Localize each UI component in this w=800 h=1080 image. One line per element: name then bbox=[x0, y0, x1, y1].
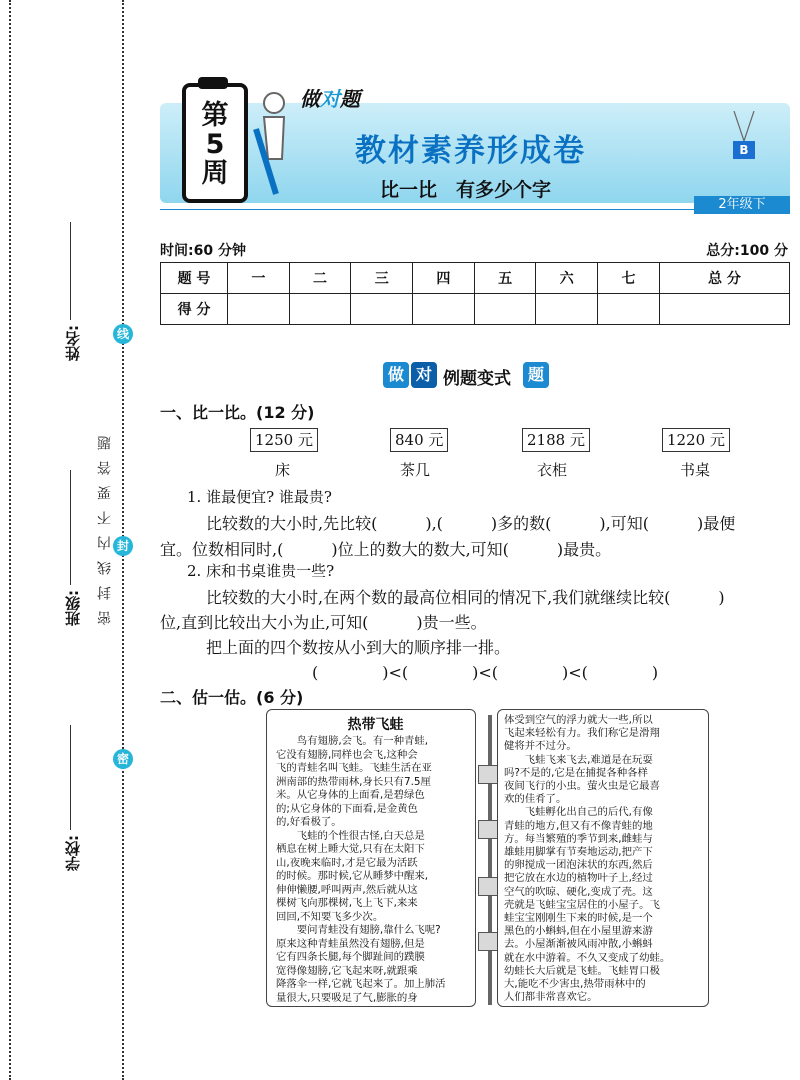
question-1: 1. 谁最便宜? 谁最贵? bbox=[187, 488, 332, 506]
seal-circle-seal: 封 bbox=[113, 536, 133, 556]
passage-card-left bbox=[266, 709, 476, 1007]
brand-logo: 做对题 bbox=[300, 87, 360, 111]
badge-text: 例题变式 bbox=[443, 369, 511, 389]
item-bed: 床 bbox=[275, 461, 291, 479]
score-cell[interactable] bbox=[351, 294, 413, 325]
question-1-line1[interactable]: 比较数的大小时,先比较( ),( )多的数( ),可知( )最便 bbox=[206, 514, 736, 533]
passage-right-text: 体受到空气的浮力就大一些,所以 飞起来轻松有力。我们称它是滑翔 健将并不过分。 飞蛙飞来飞去,难道是在玩耍 吗?不是的,它是在捕捉各种各样 夜间飞行的小虫。萤火虫是它最喜 欢的佳肴了。 飞蛙孵化出自己的后代,有像 青蛙的地方,但又有不像青蛙的地 方。每当繁殖的季节到来,雌蛙与 雄蛙用脚掌有节奏地运动,把产下 的卵搅成一团泡沫状的东西,然后 把它放在水边的植物叶子上,经过 空气的吹晾、硬化,变成了壳。这 壳就是飞蛙宝宝居住的小屋子。飞 蛙宝宝刚刚生下来的时候,是一个 黑色的小蝌蚪,但在小屋里游来游 去。小屋渐渐被风雨冲散,小蝌蚪 就在水中游着。不久又变成了幼蛙。 幼蛙长大后就是飞蛙。飞蛙胃口极 大,能吃不少害虫,热带雨林中的 人们都非常喜欢它。 bbox=[504, 714, 671, 1004]
score-table bbox=[160, 262, 790, 325]
page-header bbox=[160, 83, 790, 211]
version-badge: B bbox=[733, 141, 755, 159]
class-label: 班级: bbox=[64, 590, 82, 626]
score-cell[interactable] bbox=[659, 294, 789, 325]
item-tea-table: 茶几 bbox=[400, 461, 431, 479]
no-answer-note: 密封线内不要答题 bbox=[97, 425, 113, 625]
score-cell[interactable] bbox=[474, 294, 536, 325]
name-underline[interactable] bbox=[70, 222, 71, 320]
school-underline[interactable] bbox=[70, 725, 71, 830]
name-label: 姓名: bbox=[64, 325, 82, 361]
badge-char-do: 做 bbox=[383, 362, 409, 388]
price-wardrobe: 2188 元 bbox=[522, 428, 590, 452]
pencil-figure-icon bbox=[246, 89, 296, 199]
score-table-header-row: 题 号 一 二 三 四 五 六 七 总 分 bbox=[161, 263, 790, 294]
score-cell[interactable] bbox=[289, 294, 351, 325]
price-desk: 1220 元 bbox=[662, 428, 730, 452]
binder-spine bbox=[488, 715, 492, 1005]
score-cell[interactable] bbox=[598, 294, 660, 325]
question-3: 把上面的四个数按从小到大的顺序排一排。 bbox=[206, 638, 511, 657]
time-label: 时间:60 分钟 bbox=[160, 243, 246, 259]
seal-circle-secret: 密 bbox=[113, 749, 133, 769]
week-label: 第 5 周 bbox=[201, 100, 229, 189]
seal-circle-line: 线 bbox=[113, 324, 133, 344]
badge-char-question: 题 bbox=[523, 362, 549, 388]
example-variant-badge bbox=[383, 360, 563, 390]
passage-left-text: 鸟有翅膀,会飞。有一种青蛙, 它没有翅膀,同样也会飞,这种会 飞的青蛙名叫飞蛙。飞蛙生活在亚 洲南部的热带雨林,身长只有7.5厘 米。从它身体的上面看,是碧绿色 的;从它身体的下面看,是金黄色 的,好看极了。 飞蛙的个性很古怪,白天总是 栖息在树上睡大觉,只有在太阳下 山,夜晚来临时,才是它最为活跃 的时候。那时候,它从睡梦中醒来, 伸伸懒腰,呼叫两声,然后就从这 棵树飞向那棵树,飞上飞下,来来 回回,不知要飞多少次。 要问青蛙没有翅膀,靠什么飞呢? 原来这种青蛙虽然没有翅膀,但是 它有四条长腿,每个脚趾间的蹼膜 宽得像翅膀,它飞起来呀,就跟乘 降落伞一样,它就飞起来了。加上肺活 量很大,只要吸足了气,膨胀的身 bbox=[276, 735, 446, 1004]
grade-tag: 2年级下 bbox=[694, 196, 790, 214]
price-tea-table: 840 元 bbox=[390, 428, 448, 452]
score-table-score-row: 得 分 bbox=[161, 294, 790, 325]
question-2: 2. 床和书桌谁贵一些? bbox=[187, 562, 335, 580]
section1-heading: 一、比一比。(12 分) bbox=[160, 403, 315, 422]
fold-dotted-line-left bbox=[9, 0, 11, 1080]
score-cell[interactable] bbox=[413, 294, 475, 325]
passage-title: 热带飞蛙 bbox=[347, 717, 404, 733]
badge-char-right: 对 bbox=[411, 362, 437, 388]
item-desk: 书桌 bbox=[680, 461, 711, 479]
tag-string-icon bbox=[732, 111, 756, 141]
section2-heading: 二、估一估。(6 分) bbox=[160, 688, 304, 707]
order-answer-line[interactable]: ( )<( )<( )<( ) bbox=[312, 663, 659, 682]
header-rule bbox=[160, 209, 790, 210]
clipboard-icon bbox=[182, 83, 248, 203]
passage-card-right bbox=[497, 709, 709, 1007]
school-label: 学校: bbox=[64, 835, 82, 871]
page-subtitle: 比一比 有多少个字 bbox=[380, 179, 552, 201]
question-1-line2[interactable]: 宜。位数相同时,( )位上的数大的数大,可知( )最贵。 bbox=[160, 540, 612, 559]
price-bed: 1250 元 bbox=[250, 428, 318, 452]
question-2-line1[interactable]: 比较数的大小时,在两个数的最高位相同的情况下,我们就继续比较( ) bbox=[206, 588, 725, 607]
item-wardrobe: 衣柜 bbox=[537, 461, 568, 479]
page-title: 教材素养形成卷 bbox=[355, 133, 586, 169]
question-2-line2[interactable]: 位,直到比较出大小为止,可知( )贵一些。 bbox=[160, 613, 487, 632]
class-underline[interactable] bbox=[70, 470, 71, 585]
score-cell[interactable] bbox=[536, 294, 598, 325]
score-cell[interactable] bbox=[228, 294, 290, 325]
total-score-label: 总分:100 分 bbox=[706, 243, 788, 259]
